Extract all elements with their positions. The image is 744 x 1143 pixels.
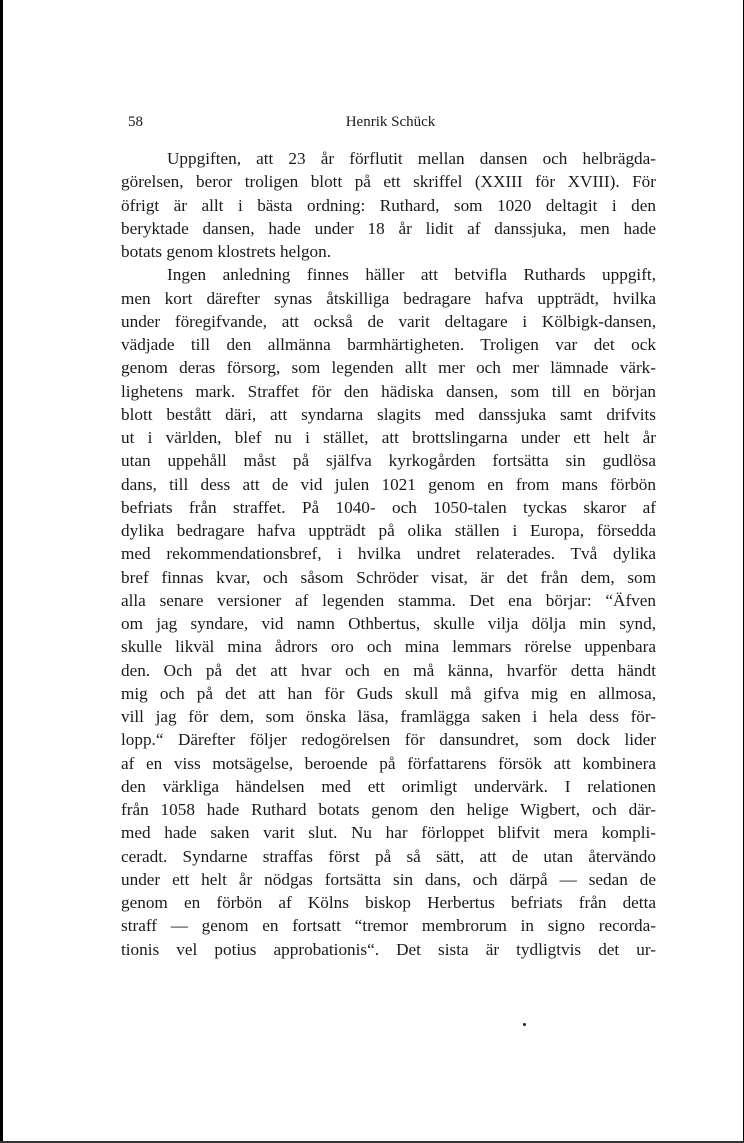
ink-speck [523,1023,526,1026]
text-line: dylika bedragare hafva uppträdt på olika ställen i Europa, försedda [121,521,656,540]
text-line: den. Och på det att hvar och en må känna, hvarför detta händt [121,660,656,680]
body-text [121,147,656,961]
text-line: lighetens mark. Straffet för den hädiska dansen, som till en början [121,381,656,401]
text-line: bref finnas kvar, och såsom Schröder visat, är det från dem, som [121,567,656,587]
text-line: vädjade till den allmänna barmhärtigheten. Troligen var det ock [121,335,656,354]
text-line: genom en förbön af Kölns biskop Herbertus befriats från detta [121,893,656,912]
text-line: från 1058 hade Ruthard botats genom den helige Wigbert, och där- [121,800,656,819]
text-line: tionis vel potius approbationis“. Det sista är tydligtvis det ur- [121,939,656,959]
text-line: mig och på det att han för Guds skull må gifva mig en allmosa, [121,683,656,703]
text-line: görelsen, beror troligen blott på ett skriffel (XXIII för XVIII). För [121,172,656,192]
text-line: om jag syndare, vid namn Othbertus, skulle vilja dölja min synd, [121,614,656,633]
text-line: alla senare versioner af legenden stamma. Det ena börjar: “Äfven [121,590,656,610]
text-line: vill jag för dem, som önska läsa, framlägga saken i hela dess för- [121,707,656,726]
text-line: med hade saken varit slut. Nu har förloppet blifvit mera kompli- [121,823,656,843]
text-line: befriats från straffet. På 1040- och 1050-talen tyckas skaror af [121,497,656,517]
text-line: lopp.“ Därefter följer redogörelsen för dansundret, som dock lider [121,730,656,750]
text-line: ceradt. Syndarne straffas först på så sätt, att de utan återvändo [121,846,656,866]
text-line: med rekommendationsbref, i hvilka undret relaterades. Två dylika [121,544,656,564]
text-line: dans, till dess att de vid julen 1021 genom en from mans förbön [121,474,656,494]
text-line: Ingen anledning finnes häller att betvifla Ruthards uppgift, [167,265,656,285]
text-line: beryktade dansen, hade under 18 år lidit af danssjuka, men hade [121,218,656,238]
text-line: botats genom klostrets helgon. [121,242,332,261]
text-line: ut i världen, blef nu i stället, att brottslingarna under ett helt år [121,428,656,447]
text-line: af en viss motsägelse, beroende på författarens försök att kombinera [121,753,656,773]
scan-edge-left [0,0,3,1143]
text-line: Uppgiften, att 23 år förflutit mellan dansen och helbrägda- [167,149,656,168]
page-header [128,114,653,136]
text-line: under ett helt år nödgas fortsätta sin dans, och därpå — sedan de [121,869,656,889]
text-line: men kort därefter synas åtskilliga bedragare hafva uppträdt, hvilka [121,288,656,308]
text-line: den värkliga händelsen med ett orimligt undervärk. I relationen [121,776,656,796]
text-line: utan uppehåll måst på själfva kyrkogården fortsätta sin gudlösa [121,451,656,471]
text-line: blott bestått däri, att syndarna slagits med danssjuka samt drifvits [121,404,656,424]
running-head: Henrik Schück [345,114,436,130]
text-line: skulle likväl mina ådrors oro och mina lemmars rörelse uppenbara [121,637,656,657]
page-number: 58 [128,114,143,130]
text-line: genom deras försorg, som legenden allt mer och mer lämnade värk- [121,358,656,378]
text-line: öfrigt är allt i bästa ordning: Ruthard, som 1020 deltagit i den [121,195,656,215]
text-line: under föregifvande, att också de varit deltagare i Kölbigk-dansen, [121,311,656,331]
text-line: straff — genom en fortsatt “tremor membrorum in signo recorda- [121,916,656,936]
